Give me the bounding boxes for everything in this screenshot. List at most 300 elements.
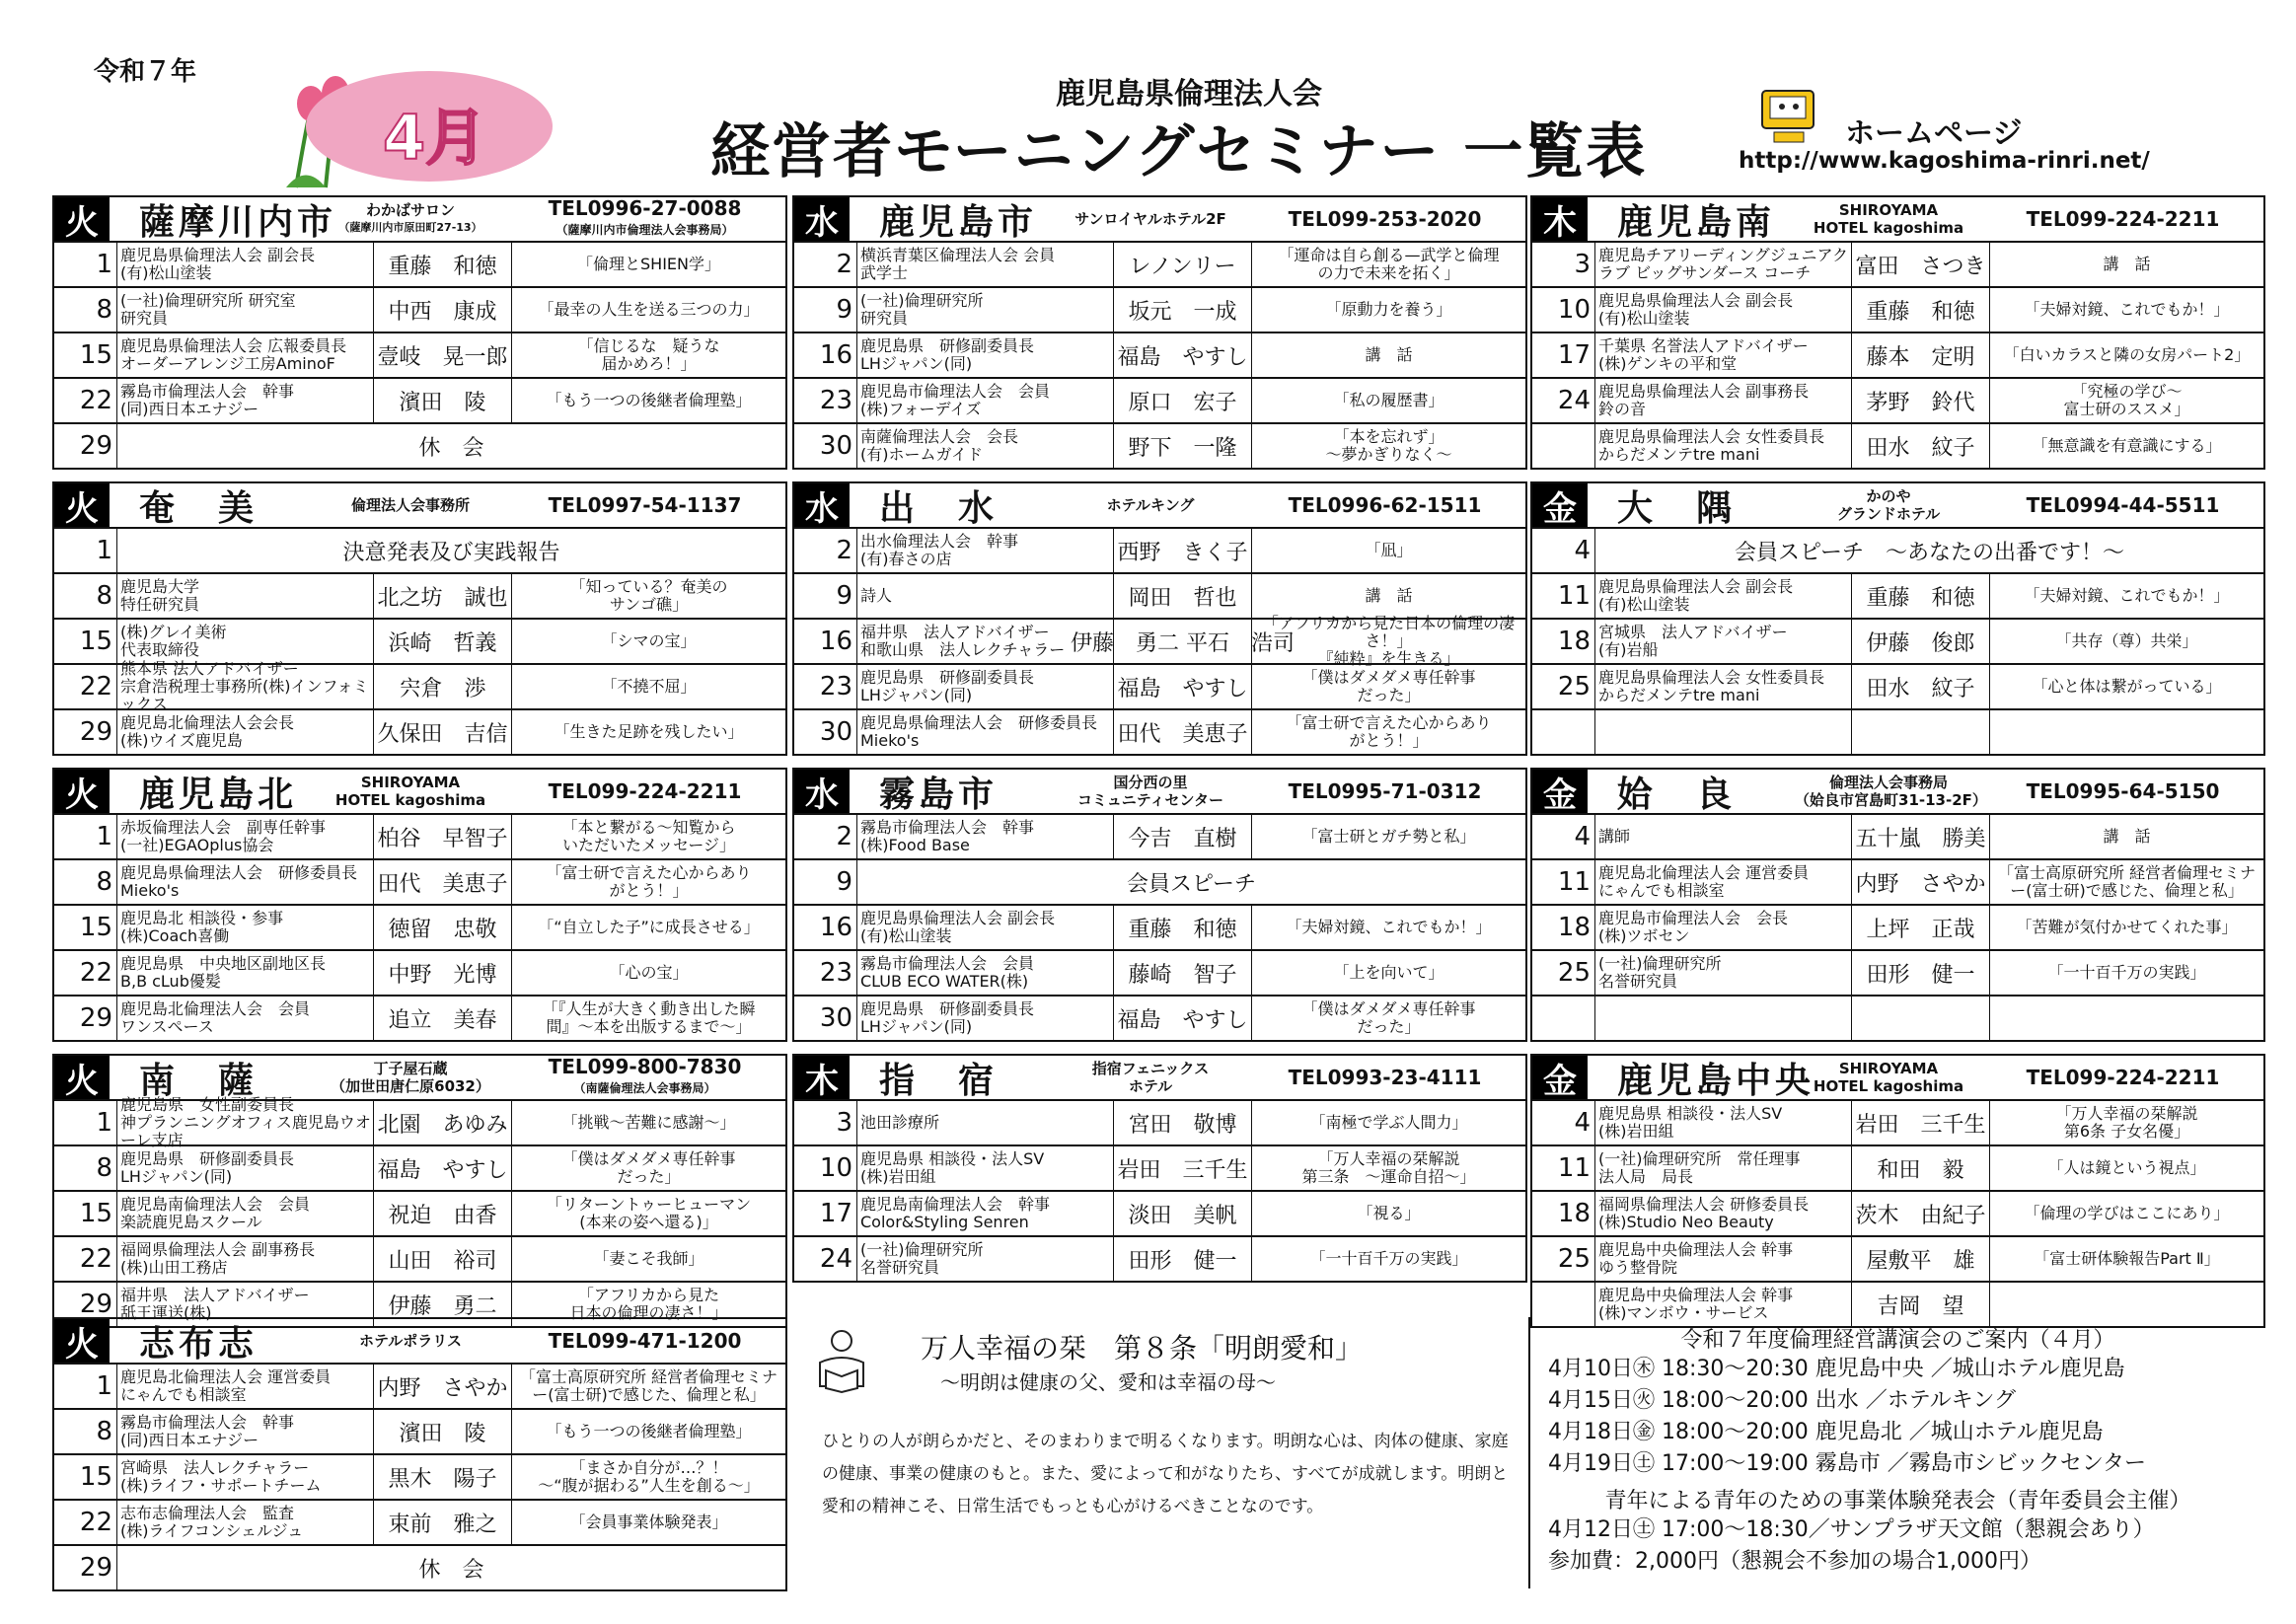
affiliation-cell: (一社)倫理研究所 常任理事 法人局 局長	[1595, 1146, 1852, 1190]
date-cell: 24	[794, 1237, 857, 1281]
seminar-row	[794, 906, 1525, 951]
date-cell: 15	[54, 906, 117, 949]
topic-cell: 「アフリカから見た 日本の倫理の凄さ！」	[569, 1286, 728, 1322]
seminar-section	[1530, 768, 2265, 1042]
events-title: 令和７年度倫理経営講演会のご案内（４月）	[1680, 1328, 2115, 1353]
seminar-section	[52, 1317, 787, 1591]
speaker-cell: 内野 さやか	[1852, 860, 1990, 904]
seminar-row	[794, 529, 1525, 574]
phone-number: TEL099-253-2020	[1288, 207, 1482, 231]
affiliation-cell: 鹿児島県倫理法人会 副会長 (有)松山塗装	[1595, 288, 1852, 332]
venue-name: ホテルポラリス	[359, 1332, 462, 1350]
month-label: 4月	[383, 102, 487, 174]
date-cell: 18	[1532, 1192, 1595, 1235]
seminar-row	[794, 665, 1525, 710]
affiliation-cell: (一社)倫理研究所 研究員	[857, 288, 1114, 332]
speaker-cell: 久保田 吉信	[374, 710, 512, 754]
weekday-label: 水	[794, 770, 850, 813]
section-header	[1532, 770, 2263, 815]
city-name: 奄 美	[139, 487, 259, 529]
affiliation-cell: 志布志倫理法人会 監査 (株)ライフコンシェルジュ	[117, 1501, 374, 1544]
speaker-cell: 今吉 直樹	[1114, 815, 1252, 858]
topic-cell: 「夫婦対鏡、これでもか！」	[2024, 300, 2230, 319]
speaker-cell: 黒木 陽子	[374, 1455, 512, 1499]
topic-cell	[1990, 710, 2263, 754]
seminar-row	[1532, 815, 2263, 860]
topic-cell: 「挑戦〜苦難に感謝〜」	[561, 1113, 736, 1132]
phone-number: TEL0995-64-5150	[2026, 779, 2220, 803]
phone-number: TEL0997-54-1137	[548, 493, 742, 517]
weekday-label: 火	[54, 197, 110, 241]
topic-cell: 「倫理とSHIEN学」	[577, 255, 720, 273]
speaker-cell: 茅野 鈴代	[1852, 379, 1990, 422]
seminar-row	[1532, 665, 2263, 710]
affiliation-cell: 鹿児島県 研修副委員長 LHジャパン(同)	[117, 1146, 374, 1190]
topic-cell: 「妻こそ我師」	[593, 1249, 704, 1268]
speaker-cell: 追立 美春	[374, 997, 512, 1040]
topic-cell: 「富士研で言えた心からあり がとう！」	[1286, 713, 1492, 750]
affiliation-cell: 鹿児島北倫理法人会 運営委員 にゃんでも相談室	[117, 1365, 374, 1408]
affiliation-cell: 鹿児島県倫理法人会 女性委員長 からだメンテtre mani	[1595, 424, 1852, 468]
seminar-row	[794, 1237, 1525, 1283]
date-cell: 25	[1532, 665, 1595, 708]
event-line: 4月15日㊋ 18:00〜20:00 出水 ／ホテルキング	[1548, 1388, 2017, 1413]
date-cell: 22	[54, 1237, 117, 1281]
section-header	[794, 197, 1525, 243]
speaker-cell: 濱田 陵	[374, 1410, 512, 1453]
speaker-cell: 濱田 陵	[374, 379, 512, 422]
affiliation-cell: 鹿児島県倫理法人会 副事務長 鈴の音	[1595, 379, 1852, 422]
topic-cell: 「無意識を有意識にする」	[2032, 436, 2222, 455]
date-cell: 4	[1532, 529, 1595, 572]
date-cell: 16	[794, 906, 857, 949]
date-cell: 9	[794, 288, 857, 332]
affiliation-cell: 福井県 法人アドバイザー 舐王運送(株)	[117, 1283, 374, 1326]
affiliation-cell: 鹿児島中央倫理法人会 幹事 (株)マンボウ・サービス	[1595, 1283, 1852, 1326]
topic-cell: 「夫婦対鏡、これでもか！」	[1286, 918, 1492, 936]
seminar-row	[54, 424, 785, 470]
org-name: 鹿児島県倫理法人会	[1056, 77, 1322, 111]
date-cell: 3	[794, 1101, 857, 1144]
seminar-row	[794, 860, 1525, 906]
speaker-cell: 吉岡 望	[1852, 1283, 1990, 1326]
speaker-cell: 岡田 哲也	[1114, 574, 1252, 618]
topic-cell: 「僕はダメダメ専任幹事 だった」	[1301, 999, 1476, 1036]
date-cell: 11	[1532, 1146, 1595, 1190]
section-header	[1532, 197, 2263, 243]
speaker-cell: 重藤 和徳	[1852, 288, 1990, 332]
speaker-cell: 五十嵐 勝美	[1852, 815, 1990, 858]
date-cell: 22	[54, 951, 117, 995]
date-cell: 18	[1532, 620, 1595, 663]
seminar-section	[792, 481, 1527, 756]
phone-number	[504, 1056, 785, 1099]
seminar-row	[1532, 997, 2263, 1042]
weekday-label: 火	[54, 483, 110, 527]
venue-name	[317, 201, 504, 237]
date-cell: 23	[794, 665, 857, 708]
city-name: 出 水	[879, 487, 999, 529]
fee-line: 参加費：2,000円（懇親会不参加の場合1,000円）	[1548, 1549, 2041, 1574]
homepage-url[interactable]: http://www.kagoshima-rinri.net/	[1739, 148, 2150, 174]
affiliation-cell: 熊本県 法人アドバイザー 宗倉浩税理士事務所(株)インフォミックス	[117, 665, 374, 708]
seminar-row	[1532, 1146, 2263, 1192]
principle-box	[792, 1317, 1530, 1588]
venue-name: SHIROYAMA HOTEL kagoshima	[1813, 1060, 1964, 1095]
speaker-cell: 岩田 三千生	[1114, 1146, 1252, 1190]
phone-number: TEL099-224-2211	[2026, 207, 2220, 231]
venue-name: サンロイヤルホテル2F	[1074, 210, 1226, 228]
topic-cell: 「生きた足跡を残したい」	[554, 722, 744, 741]
topic-cell: 「知っている？奄美の サンゴ礁」	[569, 577, 728, 614]
affiliation-cell: 鹿児島県 女性副委員長 神プランニングオフィス鹿児島ウオーレ支店	[117, 1101, 374, 1144]
date-cell: 16	[794, 333, 857, 377]
city-name: 志布志	[139, 1323, 259, 1365]
topic-cell: 「本と繋がる〜知覧から いただいたメッセージ」	[561, 818, 736, 854]
topic-cell: 「シマの宝」	[601, 631, 697, 650]
venue-address: （薩摩川内市原田町27-13）	[338, 221, 482, 234]
speaker-cell: 内野 さやか	[374, 1365, 512, 1408]
topic-cell: 「南極で学ぶ人間力」	[1309, 1113, 1468, 1132]
seminar-row	[794, 1192, 1525, 1237]
seminar-row	[54, 1455, 785, 1501]
seminar-row	[794, 424, 1525, 470]
youth-event-title: 青年による青年のための事業体験発表会（青年委員会主催）	[1604, 1489, 2191, 1513]
seminar-row	[794, 333, 1525, 379]
date-cell: 10	[794, 1146, 857, 1190]
topic-cell: 「私の履歴書」	[1333, 391, 1444, 409]
topic-cell: 「上を向いて」	[1333, 963, 1444, 982]
topic-cell: 「万人幸福の栞解説 第三条 〜運命自招〜」	[1301, 1149, 1476, 1186]
seminar-row	[794, 710, 1525, 756]
date-cell: 3	[1532, 243, 1595, 286]
topic-cell: 「苦難が気付かせてくれた事」	[2016, 918, 2238, 936]
topic-cell: 「心の宝」	[609, 963, 689, 982]
topic-cell: 「原動力を養う」	[1325, 300, 1452, 319]
seminar-row	[1532, 243, 2263, 288]
speaker-cell: 柏谷 早智子	[374, 815, 512, 858]
speaker-cell: 重藤 和徳	[1852, 574, 1990, 618]
date-cell: 9	[794, 574, 857, 618]
era-label: 令和７年	[94, 57, 197, 87]
affiliation-cell	[1595, 997, 1852, 1040]
seminar-section	[52, 768, 787, 1042]
affiliation-cell: 福井県 法人アドバイザー 和歌山県 法人レクチャラー	[857, 620, 1114, 663]
seminar-row	[54, 997, 785, 1042]
weekday-label: 火	[54, 1319, 110, 1363]
section-header	[794, 1056, 1525, 1101]
section-header	[54, 483, 785, 529]
affiliation-cell: 鹿児島北 相談役・参事 (株)Coach喜働	[117, 906, 374, 949]
affiliation-cell: 鹿児島県 中央地区副地区長 B,B cLub優髪	[117, 951, 374, 995]
topic-cell: 「一十百千万の実践」	[2047, 963, 2206, 982]
seminar-row	[54, 1237, 785, 1283]
reading-person-icon	[812, 1327, 871, 1396]
date-cell: 29	[54, 424, 117, 468]
affiliation-cell: 池田診療所	[857, 1101, 1114, 1144]
date-cell: 15	[54, 333, 117, 377]
affiliation-cell: (一社)倫理研究所 名誉研究員	[857, 1237, 1114, 1281]
city-name: 霧島市	[879, 774, 999, 815]
speaker-cell: 福島 やすし	[374, 1146, 512, 1190]
seminar-row	[54, 1192, 785, 1237]
affiliation-cell: 詩人	[857, 574, 1114, 618]
speaker-cell: 伊藤 勇二	[374, 1283, 512, 1326]
seminar-row	[54, 333, 785, 379]
phone-number: TEL0995-71-0312	[1288, 779, 1482, 803]
date-cell	[1532, 424, 1595, 468]
phone-number: TEL0996-27-0088	[548, 196, 742, 220]
phone-note: （薩摩川内市倫理法人会事務局）	[555, 223, 734, 237]
date-cell: 16	[794, 620, 857, 663]
affiliation-cell: 鹿児島北倫理法人会 会員 ワンスペース	[117, 997, 374, 1040]
city-name: 南 薩	[139, 1060, 259, 1101]
section-header	[794, 770, 1525, 815]
city-name: 鹿児島中央	[1617, 1060, 1815, 1101]
affiliation-cell: 鹿児島南倫理法人会 幹事 Color&Styling Senren	[857, 1192, 1114, 1235]
speaker-cell: 浜崎 哲義	[374, 620, 512, 663]
seminar-row	[54, 1146, 785, 1192]
topic-cell: 講 話	[1365, 345, 1413, 364]
affiliation-cell: 鹿児島県倫理法人会 副会長 (有)松山塗装	[857, 906, 1114, 949]
seminar-row	[1532, 951, 2263, 997]
affiliation-cell: 鹿児島県倫理法人会 副会長 (有)松山塗装	[117, 243, 374, 286]
seminar-row	[54, 1095, 785, 1149]
city-name: 大 隅	[1617, 487, 1737, 529]
seminar-row	[794, 379, 1525, 424]
event-line: 4月19日㊏ 17:00〜19:00 霧島市 ／霧島市シビックセンター	[1548, 1451, 2147, 1476]
speaker-cell: 田水 紋子	[1852, 665, 1990, 708]
seminar-row	[54, 1410, 785, 1455]
speaker-cell: 中西 康成	[374, 288, 512, 332]
affiliation-cell: 霧島市倫理法人会 会員 CLUB ECO WATER(株)	[857, 951, 1114, 995]
date-cell	[1532, 997, 1595, 1040]
date-cell: 29	[54, 997, 117, 1040]
affiliation-cell: 赤坂倫理法人会 副専任幹事 (一社)EGAOplus協会	[117, 815, 374, 858]
topic-cell: 「まさか自分が…？！ 〜“腹が据わる”人生を創る〜」	[538, 1458, 760, 1495]
city-name: 鹿児島市	[879, 201, 1038, 243]
weekday-label: 金	[1532, 770, 1588, 813]
speaker-cell: 上坪 正哉	[1852, 906, 1990, 949]
date-cell: 4	[1532, 815, 1595, 858]
seminar-section	[792, 1054, 1527, 1283]
affiliation-cell: 福岡県倫理法人会 副事務長 (株)山田工務店	[117, 1237, 374, 1281]
topic-cell: 「僕はダメダメ専任幹事 だった」	[561, 1149, 736, 1186]
date-cell: 8	[54, 1146, 117, 1190]
seminar-row	[54, 379, 785, 424]
seminar-row	[1532, 288, 2263, 333]
date-cell: 8	[54, 860, 117, 904]
topic-cell: 「最幸の人生を送る三つの力」	[538, 300, 760, 319]
notice-cell: 決意発表及び実践報告	[342, 540, 560, 565]
seminar-row	[54, 1546, 785, 1591]
city-name: 鹿児島南	[1617, 201, 1776, 243]
affiliation-cell: 鹿児島南倫理法人会 会員 楽読鹿児島スクール	[117, 1192, 374, 1235]
phone-number	[504, 197, 785, 241]
city-name: 薩摩川内市	[139, 201, 337, 243]
topic-cell: 「富士研で言えた心からあり がとう！」	[546, 863, 752, 900]
seminar-section	[1530, 1054, 2265, 1328]
phone-number: TEL0993-23-4111	[1288, 1066, 1482, 1089]
speaker-cell: 田形 健一	[1852, 951, 1990, 995]
topic-cell: 「富士高原研究所 経営者倫理セミナー(富士研)で感じた、倫理と私」	[519, 1367, 778, 1404]
date-cell: 11	[1532, 860, 1595, 904]
homepage-label: ホームページ	[1845, 116, 2023, 151]
date-cell: 29	[54, 710, 117, 754]
affiliation-cell: 宮崎県 法人レクチャラー (株)ライフ・サポートチーム	[117, 1455, 374, 1499]
section-header	[794, 483, 1525, 529]
topic-cell: 講 話	[2103, 827, 2151, 846]
youth-event-line: 4月12日㊏ 17:00〜18:30／サンプラザ天文館（懇親会あり）	[1548, 1517, 2155, 1542]
seminar-row	[54, 815, 785, 860]
topic-cell: 「倫理の学びはここにあり」	[2024, 1204, 2230, 1222]
speaker-cell: 藤崎 智子	[1114, 951, 1252, 995]
date-cell: 15	[54, 620, 117, 663]
events-box	[1530, 1317, 2265, 1588]
weekday-label: 木	[1532, 197, 1588, 241]
seminar-row	[794, 1146, 1525, 1192]
affiliation-cell: 千葉県 名誉法人アドバイザー (株)ゲンキの平和堂	[1595, 333, 1852, 377]
section-header	[54, 197, 785, 243]
affiliation-cell: 鹿児島県 研修副委員長 LHジャパン(同)	[857, 333, 1114, 377]
date-cell: 8	[54, 574, 117, 618]
topic-cell: 「究極の学び〜 富士研のススメ」	[2063, 382, 2190, 418]
event-line: 4月10日㊍ 18:30〜20:30 鹿児島中央 ／城山ホテル鹿児島	[1548, 1357, 2125, 1381]
speaker-cell	[1852, 710, 1990, 754]
weekday-label: 水	[794, 197, 850, 241]
topic-cell: 「運命は自ら創る—武学と倫理 の力で未来を拓く」	[1278, 246, 1500, 282]
speaker-cell: 束前 雅之	[374, 1501, 512, 1544]
date-cell: 18	[1532, 906, 1595, 949]
date-cell: 2	[794, 529, 857, 572]
topic-cell: 「白いカラスと隣の女房パート2」	[2003, 345, 2251, 364]
section-header	[54, 770, 785, 815]
principle-body: ひとりの人が朗らかだと、そのまわりまで明るくなります。明朗な心は、肉体の健康、家庭の健康、事業の健康のもと。また、愛によって和がなりたち、すべてが成就します。明朗と愛和の精神こそ、日常生活でもっとも心がけるべきことなのです。	[822, 1432, 1509, 1516]
affiliation-cell: 鹿児島県倫理法人会 副会長 (有)松山塗装	[1595, 574, 1852, 618]
date-cell: 29	[54, 1546, 117, 1589]
date-cell: 25	[1532, 951, 1595, 995]
notice-cell: 休 会	[418, 1557, 484, 1583]
seminar-row	[54, 951, 785, 997]
date-cell: 9	[794, 860, 857, 904]
phone-number: TEL0996-62-1511	[1288, 493, 1482, 517]
date-cell: 10	[1532, 288, 1595, 332]
seminar-row	[1532, 1237, 2263, 1283]
speaker-cell: 宍倉 渉	[374, 665, 512, 708]
seminar-row	[1532, 574, 2263, 620]
affiliation-cell: 鹿児島県倫理法人会 研修委員長 Mieko's	[857, 710, 1114, 754]
date-cell: 11	[1532, 574, 1595, 618]
speaker-cell: 田代 美恵子	[1114, 710, 1252, 754]
date-cell: 29	[54, 1283, 117, 1326]
phone-number: TEL099-471-1200	[548, 1329, 742, 1353]
date-cell: 2	[794, 243, 857, 286]
date-cell: 15	[54, 1192, 117, 1235]
phone-note: （南薩倫理法人会事務局）	[573, 1081, 716, 1095]
speaker-cell: レノンリー	[1114, 243, 1252, 286]
topic-cell: 「富士研体験報告Part Ⅱ」	[2034, 1249, 2220, 1268]
topic-cell: 「視る」	[1357, 1204, 1421, 1222]
seminar-section	[1530, 481, 2265, 756]
date-cell: 24	[1532, 379, 1595, 422]
venue-name: SHIROYAMA HOTEL kagoshima	[334, 774, 486, 809]
seminar-row	[794, 951, 1525, 997]
topic-cell: 「凪」	[1365, 541, 1413, 559]
speaker-cell: 茨木 由紀子	[1852, 1192, 1990, 1235]
phone-number: TEL099-224-2211	[548, 779, 742, 803]
weekday-label: 金	[1532, 1056, 1588, 1099]
seminar-row	[1532, 860, 2263, 906]
topic-cell: 「人は鏡という視点」	[2047, 1158, 2206, 1177]
date-cell: 1	[54, 815, 117, 858]
date-cell: 30	[794, 710, 857, 754]
venue-name: かのや グランドホテル	[1836, 487, 1941, 523]
seminar-row	[54, 574, 785, 620]
speaker-cell: 伊藤 勇二 平石 浩司	[1114, 620, 1252, 663]
seminar-section	[52, 195, 787, 470]
weekday-label: 火	[54, 1056, 110, 1099]
speaker-cell: 祝迫 由香	[374, 1192, 512, 1235]
affiliation-cell: 鹿児島北倫理法人会会長 (株)ウイズ鹿児島	[117, 710, 374, 754]
venue-name: 国分西の里 コミュニティセンター	[1077, 774, 1223, 809]
affiliation-cell: 鹿児島県倫理法人会 女性委員長 からだメンテtre mani	[1595, 665, 1852, 708]
topic-cell: 「一十百千万の実践」	[1309, 1249, 1468, 1268]
topic-cell: 「会員事業体験発表」	[569, 1513, 728, 1531]
speaker-cell: 原口 宏子	[1114, 379, 1252, 422]
speaker-cell: 田形 健一	[1114, 1237, 1252, 1281]
affiliation-cell: 鹿児島市倫理法人会 会員 (株)フォーデイズ	[857, 379, 1114, 422]
affiliation-cell: 横浜青葉区倫理法人会 会員 武学士	[857, 243, 1114, 286]
affiliation-cell: (株)グレイ美術 代表取締役	[117, 620, 374, 663]
date-cell: 8	[54, 288, 117, 332]
notice-cell: 休 会	[418, 435, 484, 461]
seminar-row	[54, 1365, 785, 1410]
topic-cell: 「夫婦対鏡、これでもか！」	[2024, 586, 2230, 605]
affiliation-cell: 出水倫理法人会 幹事 (有)春さの店	[857, 529, 1114, 572]
weekday-label: 木	[794, 1056, 850, 1099]
speaker-cell: 重藤 和徳	[1114, 906, 1252, 949]
seminar-section	[52, 1054, 787, 1328]
seminar-row	[1532, 1101, 2263, 1146]
speaker-cell: 福島 やすし	[1114, 997, 1252, 1040]
date-cell: 1	[54, 529, 117, 572]
seminar-row	[54, 710, 785, 756]
topic-cell: 「僕はダメダメ専任幹事 だった」	[1301, 668, 1476, 704]
date-cell: 30	[794, 997, 857, 1040]
seminar-row	[1532, 906, 2263, 951]
principle-title: 万人幸福の栞 第８条「明朗愛和」	[921, 1332, 1364, 1365]
date-cell: 15	[54, 1455, 117, 1499]
phone-number: TEL0994-44-5511	[2026, 493, 2220, 517]
topic-cell	[1990, 997, 2263, 1040]
affiliation-cell: 講師	[1595, 815, 1852, 858]
seminar-row	[1532, 529, 2263, 574]
city-name: 鹿児島北	[139, 774, 298, 815]
weekday-label: 水	[794, 483, 850, 527]
topic-cell: 「富士高原研究所 経営者倫理セミナー(富士研)で感じた、倫理と私」	[1997, 863, 2257, 900]
affiliation-cell: 鹿児島中央倫理法人会 幹事 ゆう整骨院	[1595, 1237, 1852, 1281]
affiliation-cell: 霧島市倫理法人会 幹事 (同)西日本エナジー	[117, 1410, 374, 1453]
date-cell: 22	[54, 665, 117, 708]
seminar-row	[1532, 710, 2263, 756]
speaker-cell: 福島 やすし	[1114, 665, 1252, 708]
seminar-section	[792, 195, 1527, 470]
section-header	[54, 1319, 785, 1365]
affiliation-cell	[1595, 710, 1852, 754]
affiliation-cell: 霧島市倫理法人会 幹事 (同)西日本エナジー	[117, 379, 374, 422]
seminar-row	[794, 614, 1525, 668]
speaker-cell: 屋敷平 雄	[1852, 1237, 1990, 1281]
